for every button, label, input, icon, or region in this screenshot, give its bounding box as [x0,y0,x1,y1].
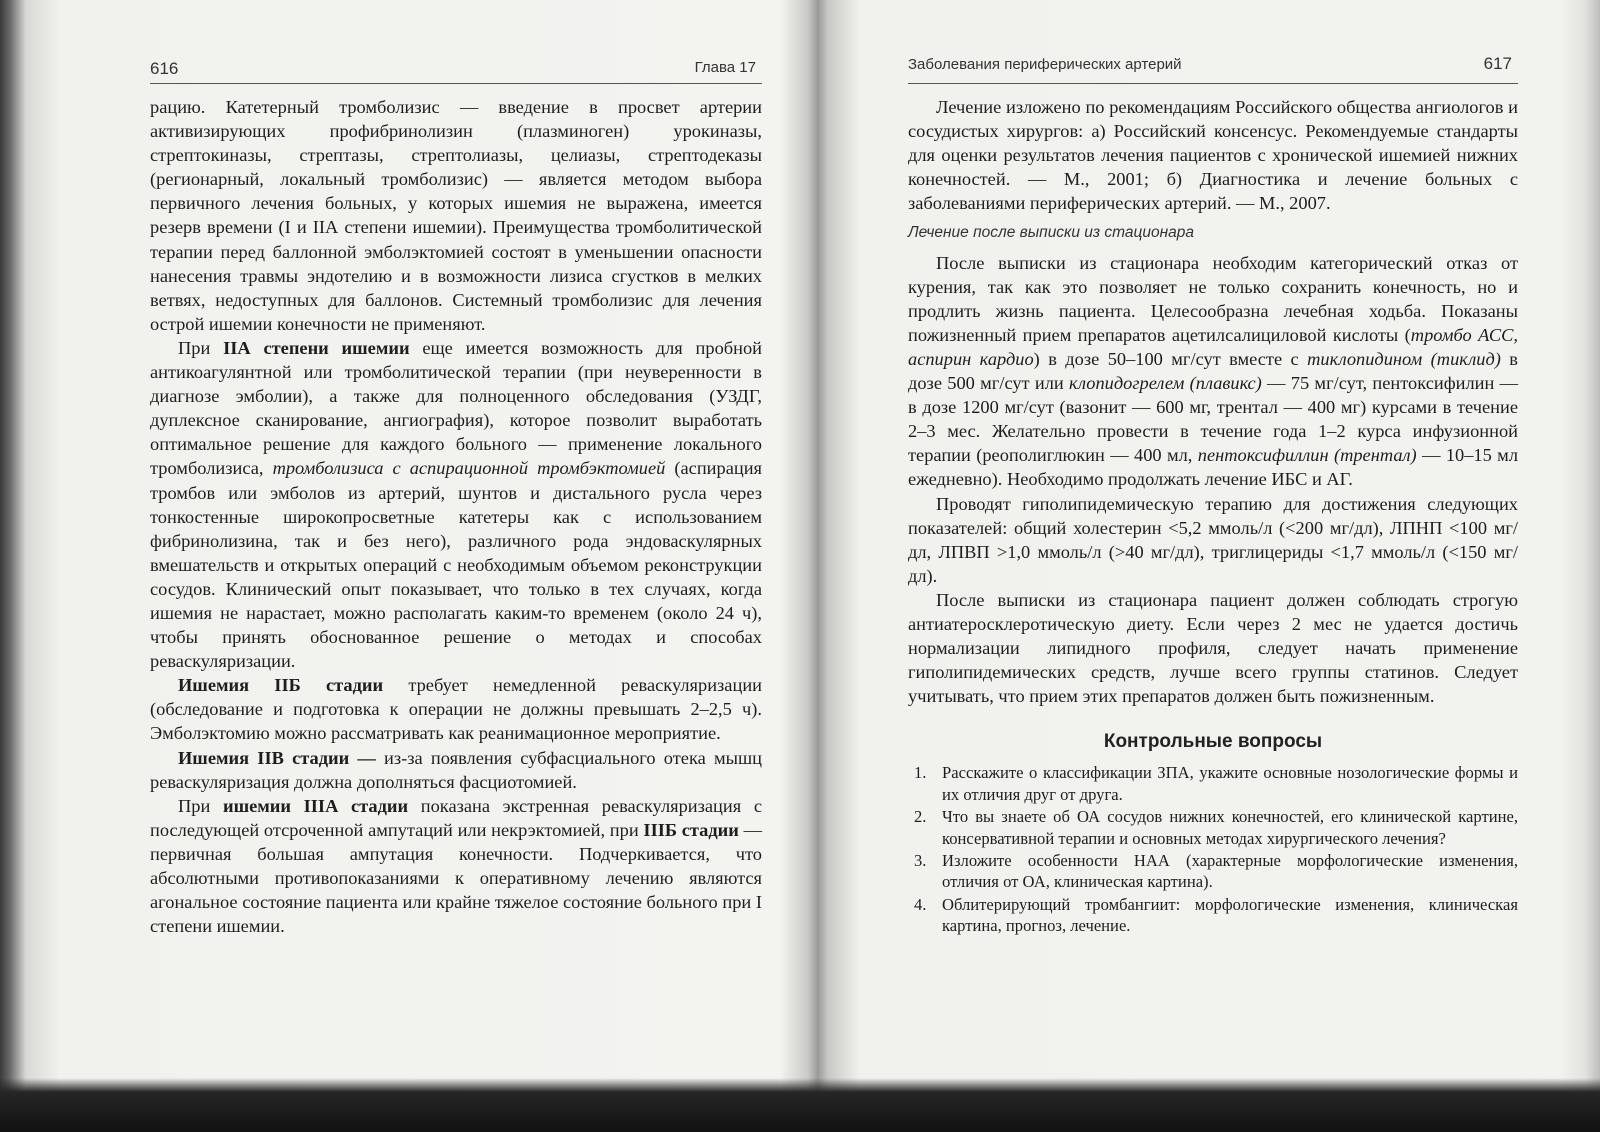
text-run: Проводят гиполипидемическую терапию для достижения следующих показателей: общий холестерин <5,2 ммоль/л (<200 мг/дл), ЛПНП <100 мг/дл, ЛПВП >1,0 ммоль/л (>40 мг/дл), триглицериды <1,7 ммоль/л (<150 мг/дл). [908,493,1518,586]
text-run: еще имеется возможность для пробной антикоагулянтной или тромболитической терапии (при неуверенности в диагнозе эмболии), а также для полноценного обследования (УЗДГ, дуплексное сканирование, ангиография), которое позволит выработать оптимальное решение для каждого больного — применение локального тромболизиса, [150,337,762,479]
question-number: 3. [914,851,927,871]
paragraph [908,95,1518,215]
paragraph [150,746,762,794]
question-text: Что вы знаете об ОА сосудов нижних конечностей, его клинической картине, консервативной терапии и основных методах хирургического лечения? [942,807,1518,848]
bold-term: IIIБ стадии [643,819,739,840]
text-run: При [178,795,223,816]
question-number: 4. [914,894,927,914]
text-run: При [178,337,224,358]
right-page-body [908,95,1518,938]
bold-term: Ишемия IIВ стадии — [178,747,376,768]
text-run: После выписки из стационара пациент должен соблюдать строгую антиатеросклеротическую диету. Если через 2 мес не удается достичь нормализации липидного профиля, следует начать применение гиполипидемических средств, лучше всего группы статинов. Следует учитывать, что прием этих препаратов должен быть пожизненным. [908,589,1518,707]
text-run: показана экстренная реваскуляризация с последующей отсроченной ампутаций или некрэктомией, при [150,795,762,840]
running-head: Глава 17 [694,59,756,76]
bold-term: IIА степени ишемии [223,337,410,358]
text-run: требует немедленной реваскуляризации (обследование и подготовка к операции не должны превышать 2–2,5 ч). Эмболэктомию можно рассматривать как реанимационное мероприятие. [150,675,762,744]
bold-term: ишемии IIIА стадии [222,795,409,816]
paragraph [150,336,762,673]
question-number: 2. [914,807,927,827]
italic-term: тромбо АСС, аспирин кардио [908,324,1518,369]
text-run: (аспирация тромбов или эмболов из артерий, шунтов и дистального русла через тонкостенные широкопросветные катетеры как с использованием фибринолизина, так и без него), различного рода эндоваскулярных вмешательств и открытых операций с необходимым объемом реконструкции сосудов. Клинический опыт показывает, что только в тех случаях, когда ишемия не нарастает, можно располагать каким-то временем (около 24 ч), чтобы принять обоснованное решение о методах и способах реваскуляризации. [150,458,763,672]
text-run: ) в дозе 50–100 мг/сут вместе с [1033,348,1308,369]
after-discharge-text [908,251,1518,709]
question-number: 1. [914,763,927,783]
italic-term: тиклопидином (тиклид) [1307,348,1501,369]
paragraph [908,251,1518,492]
page-number: 616 [150,59,179,78]
text-run: в дозе 500 мг/сут или [908,348,1518,394]
paragraph [150,673,762,745]
question-text: Облитерирующий тромбангиит: морфологические изменения, клиническая картина, прогноз, лечение. [942,894,1518,936]
text-run: После выписки из стационара необходим категорический отказ от курения, так как это позволяет не только сохранить конечность, но и продлить жизнь пациента. Целесообразна лечебная ходьба. Показаны пожизненный прием препаратов ацетилсалициловой кислоты ( [908,252,1518,345]
section-title: Контрольные вопросы [1103,731,1323,753]
paragraph [908,588,1518,708]
page-number: 617 [1483,54,1512,73]
scan-bottom-edge [0,1078,1600,1132]
text-run: Лечение изложено по рекомендациям Российского общества ангиологов и сосудистых хирургов: а) Российский консенсус. Рекомендуемые стандарты для оценки результатов лечения пациентов с хронической ишемией нижних конечностей. — М., 2001; б) Диагностика и лечение больных с заболеваниями периферических артерий. — М., 2007. [908,97,1518,214]
left-page-body [150,95,762,938]
text-run: из-за появления субфасциального отека мышц реваскуляризация должна дополняться фасциотомией. [150,747,762,792]
left-page-header [150,56,762,82]
italic-term: пентоксифиллин (трентал) [1197,445,1417,466]
text-run: — 10–15 мл ежедневно). Необходимо продолжать лечение ИБС и АГ. [908,445,1518,490]
bold-term: Ишемия IIБ стадии [178,675,384,696]
question-text: Расскажите о классификации ЗПА, укажите основные нозологические формы и их отличия друг от друга. [942,763,1518,804]
italic-term: тромболизиса с аспирационной тромбэктомией [272,458,666,479]
italic-term: клопидогрелем (плавикс) [1069,373,1262,394]
text-run: рацию. Катетерный тромболизис — введение в просвет артерии активизирующих профибринолизин (плазминоген) урокиназы, стрептокиназы, стрептазы, стрептолиазы, целиазы, стрептодеказы (регионарный, локальный тромболизис) — является методом выбора первичного лечения больных, у которых ишемия не выражена, имеется резерв времени (I и IIА степени ишемии). Преимущества тромболитической терапии перед баллонной эмболэктомией состоят в уменьшении опасности нанесения травмы эндотелию и в возможности лизиса сгустков в мелких ветвях, недоступных для баллонов. Системный тромболизис для лечения острой ишемии конечности не применяют. [150,97,762,334]
intro-text [908,95,1518,215]
paragraph [150,794,762,939]
right-page-header [908,56,1518,82]
text-run: — 75 мг/сут, пентоксифилин — в дозе 1200 мг/сут (вазонит — 600 мг, трентал — 400 мг) курсами в течение 2–3 мес. Желательно провести в течение года 1–2 курса инфузионной терапии (реополиглюкин — 400 мл, [908,373,1518,466]
header-rule [150,83,762,84]
paragraph [908,492,1518,588]
paragraph [150,95,762,336]
text-run: — первичная большая ампутация конечности. Подчеркивается, что абсолютными противопоказаниями к оперативному лечению являются агональное состояние пациента или крайне тяжелое состояние больного при I степени ишемии. [150,819,762,937]
question-item [908,762,1518,805]
questions-list [908,762,1518,936]
subheading: Лечение после выписки из стационара [908,224,1195,242]
running-head: Заболевания периферических артерий [908,56,1182,73]
question-item [908,894,1518,937]
question-text: Изложите особенности НАА (характерные морфологические изменения, отличия от ОА, клиническая картина). [942,851,1518,892]
question-item [908,806,1518,849]
header-rule [908,83,1518,84]
question-item [908,850,1518,893]
